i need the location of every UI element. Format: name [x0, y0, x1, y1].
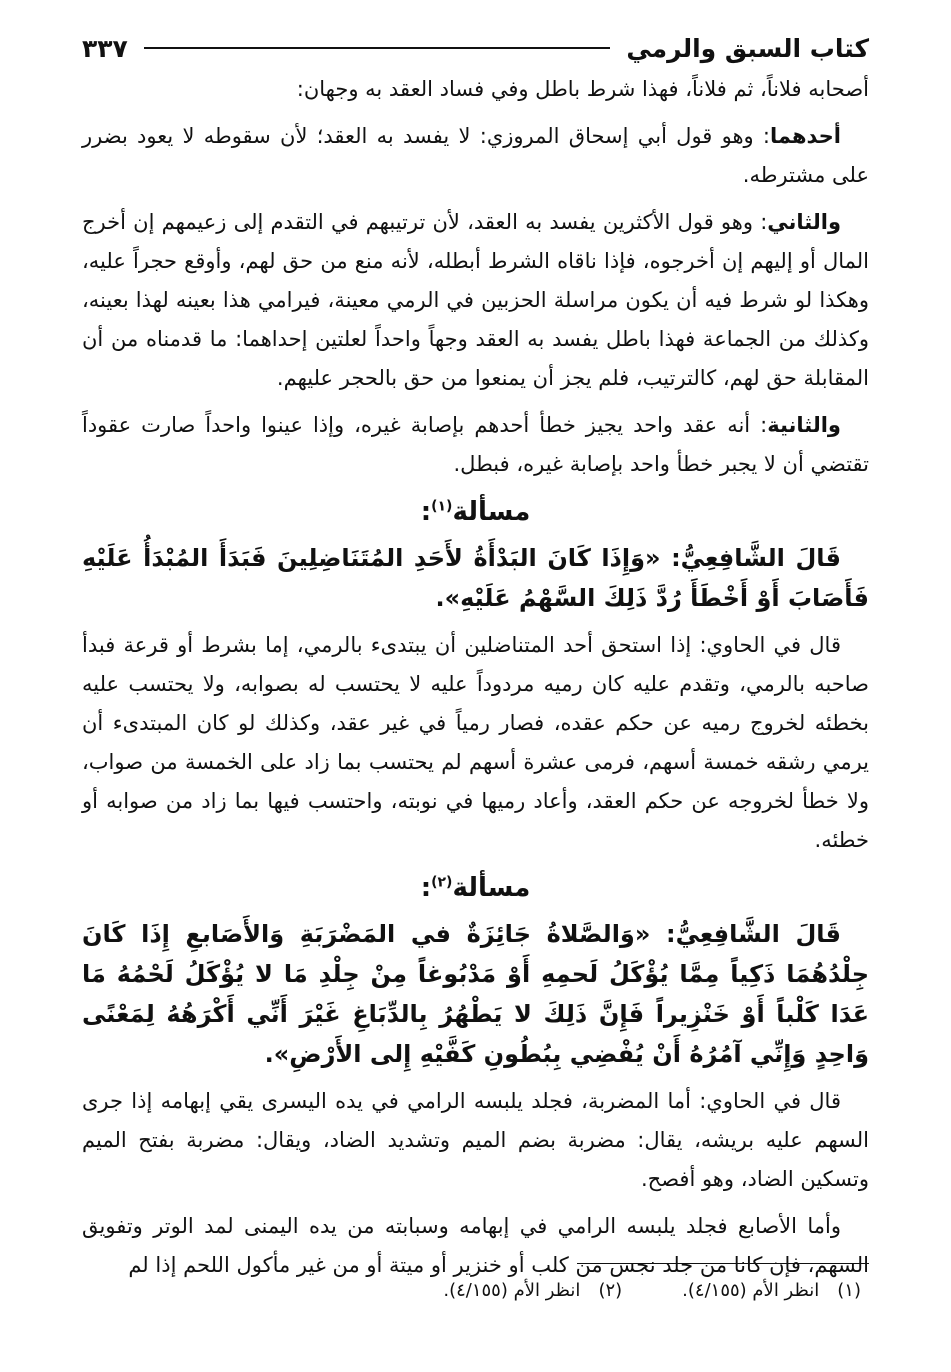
paragraph: قال في الحاوي: أما المضربة، فجلد يلبسه الرامي في يده اليسرى يقي إبهامه إذا جرى السهم عليه بريشه، يقال: مضربة بضم الميم وتشديد الضاد، ويقال: مضربة بفتح الميم وتسكين الضاد، وهو أفصح.	[82, 1089, 869, 1191]
paragraph: وأما الأصابع فجلد يلبسه الرامي في إبهامه وسبابته من يده اليمنى لمد الوتر وتفويق السهم، فإن كانا من جلد نجس من كلب أو خنزير أو ميتة أو من غير مأكول اللحم إذا لم	[82, 1214, 869, 1277]
footnote-number: (٢)	[598, 1280, 623, 1301]
paragraph-lead: والثاني	[767, 210, 841, 234]
paragraph	[82, 406, 869, 484]
footnote-ref: (٢)	[431, 874, 453, 891]
section-heading	[82, 868, 869, 908]
quoted-text: قَالَ الشَّافِعِيُّ: «وَإِذَا كَانَ البَدْأَةُ لأَحَدِ المُتَنَاضِلِينَ فَبَدَأَ المُبْدَأُ عَلَيْهِ فَأَصَابَ أَوْ أَخْطَأَ رُدَّ ذَلِكَ السَّهْمُ عَلَيْهِ».	[82, 544, 869, 612]
paragraph-lead: والثانية	[767, 413, 841, 437]
paragraph	[82, 117, 869, 195]
header-rule	[144, 47, 611, 49]
paragraph-text: : وهو قول الأكثرين يفسد به العقد، لأن ترتيبهم في التقدم إلى زعيمهم إن أخرج المال أو إليهم إن أخرجوه، فإذا ناقاه الشرط أبطله، لأنه منع من حق لهم، وأوقع حجراً عليه، وهكذا لو شرط فيه أن يكون مراسلة الحزبين في الرمي معينة، فيرامي هذا بعينه لهذا بعينه، وكذلك من الجماعة فهذا باطل يفسد به العقد وجهاً واحداً لعلتين إحداهما: ما قدمناه من أن المقابلة حق لهم، كالترتيب، فلم يجز أن يمنعوا من حق بالحجر عليهم.	[82, 210, 869, 390]
footnote	[443, 1276, 622, 1306]
heading-text: مسألة	[452, 497, 531, 527]
paragraph-lead: أحدهما	[770, 124, 841, 148]
paragraph: قال في الحاوي: إذا استحق أحد المتناضلين أن يبتدىء بالرمي، إما بشرط أو قرعة فبدأ صاحبه بالرمي، وتقدم عليه كان رميه مردوداً عليه لا يحتسب له بصوابه، ولا يحتسب عليه بخطئه لخروج رميه عن حكم عقده، فصار رمياً في غير عقد، وكذلك لو كان المبتدىء أن يرمي رشقه خمسة أسهم، فرمى عشرة أسهم لم يحتسب بما زاد على الخمسة من صواب، ولا خطأ لخروجه عن حكم العقد، وأعاد رميها في نوبته، واحتسب فيها بما زاد من صوابه أو خطئه.	[82, 633, 869, 852]
paragraph-text: : وهو قول أبي إسحاق المروزي: لا يفسد به العقد؛ لأن سقوطه لا يعود بضرر على مشترطه.	[82, 124, 869, 187]
footnote	[682, 1276, 861, 1306]
heading-suffix: :	[420, 497, 432, 527]
quoted-text: قَالَ الشَّافِعِيُّ: «وَالصَّلاةُ جَائِزَةٌ في المَضْرَبَةِ وَالأَصَابعِ إِذَا كَانَ جِلْدُهُمَا ذَكِياً مِمَّا يُؤْكَلُ لَحمِهِ أَوْ مَدْبُوغاً مِنْ جِلْدِ مَا لا يُؤْكَلُ لَحْمُهُ مَا عَدَا كَلْباً أَوْ خَنْزِيراً فَإِنَّ ذَلِكَ لا يَطْهُرُ بِالدِّبَاغِ غَيْرَ أَنِّي أَكْرَهُهُ لِمَعْنًى وَاحِدٍ وَإِنِّي آمُرُهُ أَنْ يُفْضِي بِبُطُونِ كَفَّيْهِ إِلى الأَرْضِ».	[82, 920, 869, 1068]
footnotes	[383, 1276, 861, 1306]
page-number: ٣٣٧	[82, 33, 128, 63]
paragraph	[82, 203, 869, 398]
running-header	[82, 26, 869, 70]
section-heading	[82, 492, 869, 532]
footnote-text: انظر الأم (٤/١٥٥).	[682, 1280, 820, 1301]
footnote-text: انظر الأم (٤/١٥٥).	[443, 1280, 581, 1301]
heading-suffix: :	[420, 873, 432, 903]
footnote-number: (١)	[837, 1280, 861, 1301]
paragraph-text: : أنه عقد واحد يجيز خطأ أحدهم بإصابة غيره، وإذا عينوا واحداً صارت عقوداً تقتضي أن لا يجبر خطأ واحد بإصابة غيره، فبطل.	[82, 413, 869, 476]
footnote-rule	[577, 1263, 869, 1264]
running-title: كتاب السبق والرمي	[626, 33, 869, 63]
heading-text: مسألة	[452, 873, 531, 903]
paragraph: أصحابه فلاناً، ثم فلاناً، فهذا شرط باطل وفي فساد العقد به وجهان:	[296, 77, 869, 101]
footnote-ref: (١)	[431, 498, 453, 515]
